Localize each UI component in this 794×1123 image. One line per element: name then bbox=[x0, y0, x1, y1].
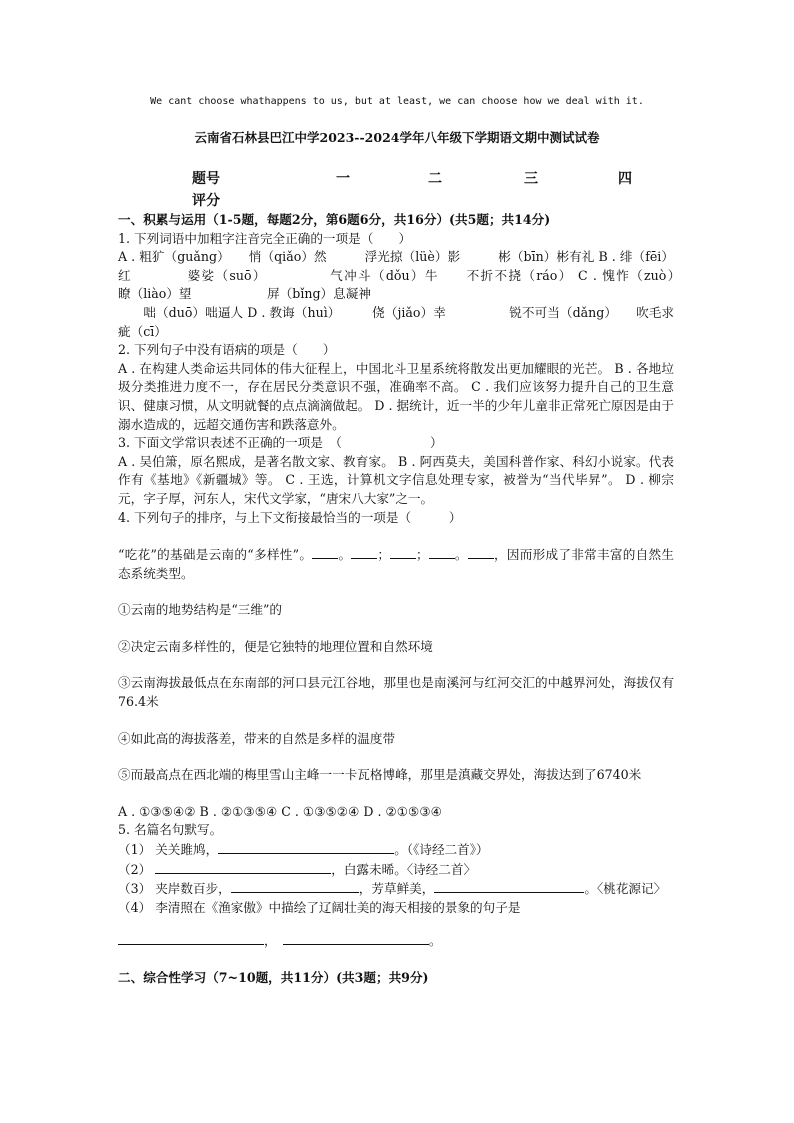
q1-options: A . 粗犷（guǎng） 悄（qiǎo）然 浮光掠（lüè）影 彬（bīn）彬有礼 B . 绯（fēi）红 婆娑（suō） 气冲斗（dǒu）牛 不折不挠（ráo） C . 愧怍（zuò） 瞭（liào）望 屏（bǐng）息凝神 bbox=[118, 249, 725, 302]
score-col-4: 四 bbox=[618, 171, 632, 187]
q3-options: A . 吴伯箫，原名熙成，是著名散文家、教育家。 B . 阿西莫夫，美国科普作家、科幻小说家。代表作有《基地》《新疆城》等。 C . 王选，计算机文字信息处理专家，被誉为“当代毕昇”。 D . 柳宗元，字子厚，河东人，宋代文学家，“唐宋八大家”之一。 bbox=[118, 453, 674, 506]
q5-line-1: （1） 关关雎鸠， 。（《诗经二首》） bbox=[118, 842, 489, 858]
q4-lead: “吃花”的基础是云南的“多样性”。 。 ； ； 。 ，因而形成了非常丰富的自然生态系统类型。 bbox=[118, 547, 674, 581]
q5-blank bbox=[231, 879, 359, 893]
q4-blank bbox=[312, 545, 338, 559]
q4-blank bbox=[351, 545, 377, 559]
q5-stem: 5. 名篇名句默写。 bbox=[118, 822, 223, 838]
q5-blank bbox=[155, 860, 331, 874]
score-row-score bbox=[192, 190, 662, 212]
q4-lead-end: ，因而形成了非常丰富的自然生态系统类型。 bbox=[118, 547, 674, 581]
q4-lead-start: “吃花”的基础是云南的“多样性”。 bbox=[118, 547, 313, 563]
q2-stem: 2. 下列句子中没有语病的项是（ ） bbox=[118, 342, 336, 358]
q1-options-cont: 咄（duō）咄逼人 D . 教诲（huì） 侥（jiǎo）幸 锐不可当（dǎng） 吹毛求疵（cī） bbox=[118, 304, 674, 339]
q4-sentence-1: ①云南的地势结构是“三维”的 bbox=[118, 602, 283, 618]
q5-blank bbox=[283, 931, 429, 945]
q5-line-2: （2） ，白露未晞。〈诗经二首〉 bbox=[118, 861, 477, 877]
exam-content bbox=[118, 211, 725, 988]
score-col-2: 二 bbox=[428, 171, 442, 187]
q4-blank bbox=[468, 545, 494, 559]
q4-options: A . ①③⑤④② B . ②①③⑤④ C . ①③⑤②④ D . ②①⑤③④ bbox=[118, 803, 442, 819]
exam-title: 云南省石林县巴江中学2023--2024学年八年级下学期语文期中测试试卷 bbox=[194, 130, 600, 145]
motto: We cant choose whathappens to us, but at least, we can choose how we deal with it. bbox=[150, 96, 644, 107]
q4-sentence-5: ⑤而最高点在西北端的梅里雪山主峰一一卡瓦格博峰，那里是滇藏交界处，海拔达到了6740米 bbox=[118, 767, 642, 783]
score-row-header bbox=[192, 168, 662, 190]
score-col-1: 一 bbox=[336, 171, 350, 187]
q2-options: A . 在构建人类命运共同体的伟大征程上，中国北斗卫星系统将散发出更加耀眼的光芒。 B . 各地垃圾分类推进力度不一，存在居民分类意识不强，准确率不高。 C . 我们应该努力提升自己的卫生意识、健康习惯，从文明就餐的点点滴滴做起。 D . 据统计，近一半的少年儿童非正常死亡原因是由于溺水造成的，远超交通伤害和跌落意外。 bbox=[118, 360, 674, 432]
q5-line-3: （3） 夹岸数百步， ，芳草鲜美， 。〈桃花源记〉 bbox=[118, 881, 667, 897]
q4-sentence-3: ③云南海拔最低点在东南部的河口县元江谷地，那里也是南溪河与红河交汇的中越界河处，海拔仅有76.4米 bbox=[118, 675, 674, 710]
q3-stem: 3. 下面文学常识表述不正确的一项是 （ ） bbox=[118, 435, 443, 451]
section-2-heading: 二、综合性学习（7~10题，共11分）(共3题；共9分) bbox=[118, 970, 429, 985]
q1-stem: 1. 下列词语中加粗字注音完全正确的一项是（ ） bbox=[118, 230, 412, 246]
score-label-number: 题号 bbox=[192, 171, 220, 187]
q5-line-4-blanks: ， 。 bbox=[118, 931, 674, 951]
q4-sentence-4: ④如此高的海拔落差，带来的自然是多样的温度带 bbox=[118, 730, 396, 746]
score-col-3: 三 bbox=[524, 171, 538, 187]
q4-blank bbox=[390, 545, 416, 559]
q5-line-4: （4） 李清照在《渔家傲》中描绘了辽阔壮美的海天相接的景象的句子是 bbox=[118, 899, 521, 915]
score-label-score: 评分 bbox=[192, 193, 220, 209]
q5-blank bbox=[434, 879, 584, 893]
score-table bbox=[192, 168, 662, 212]
q5-blank bbox=[218, 840, 394, 854]
q5-blank bbox=[118, 931, 264, 945]
q4-sentence-2: ②决定云南多样性的，便是它独特的地理位置和自然环境 bbox=[118, 638, 433, 654]
q4-blank bbox=[429, 545, 455, 559]
section-1-heading: 一、积累与运用（1-5题，每题2分，第6题6分，共16分）(共5题；共14分) bbox=[118, 212, 551, 227]
q4-stem: 4. 下列句子的排序，与上下文衔接最恰当的一项是（ ） bbox=[118, 509, 462, 525]
